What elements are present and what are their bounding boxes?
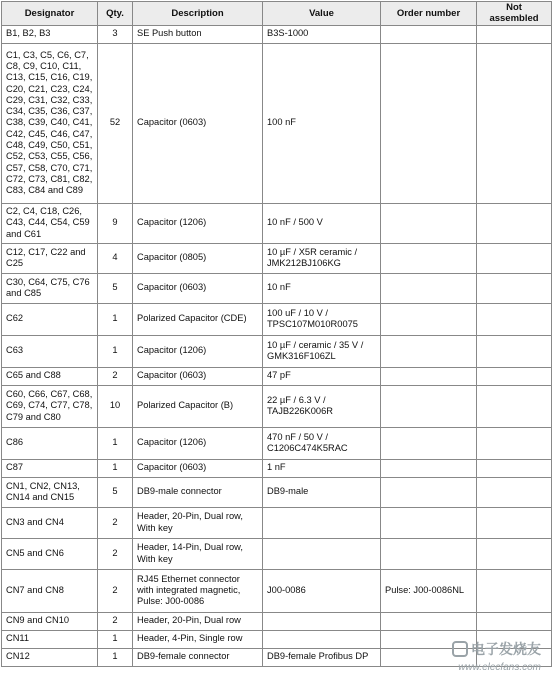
cell-order-number: [381, 385, 477, 427]
cell-not-assembled: [477, 477, 552, 507]
cell-description: Capacitor (0603): [133, 273, 263, 303]
table-header: [2, 2, 552, 26]
cell-designator: C1, C3, C5, C6, C7, C8, C9, C10, C11, C13, C15, C16, C19, C20, C21, C23, C24, C29, C31, C32, C33, C34, C35, C36, C37, C38, C39, C40, C41, C42, C45, C46, C47, C48, C49, C50, C51, C52, C53, C55, C56, C57, C58, C70, C71, C72, C73, C81, C82, C83, C84 and C89: [2, 43, 98, 203]
table-row: [2, 459, 552, 477]
cell-designator: C62: [2, 303, 98, 335]
table-row: [2, 335, 552, 367]
cell-not-assembled: [477, 507, 552, 538]
table-row: [2, 427, 552, 459]
cell-designator: CN3 and CN4: [2, 507, 98, 538]
cell-not-assembled: [477, 459, 552, 477]
cell-value: 100 uF / 10 V / TPSC107M010R0075: [263, 303, 381, 335]
cell-designator: CN12: [2, 648, 98, 666]
table-row: [2, 303, 552, 335]
cell-not-assembled: [477, 43, 552, 203]
watermark-url: www.elecfans.com: [458, 662, 541, 673]
cell-order-number: [381, 303, 477, 335]
cell-description: Capacitor (1206): [133, 203, 263, 243]
cell-designator: C30, C64, C75, C76 and C85: [2, 273, 98, 303]
cell-value: 10 µF / ceramic / 35 V / GMK316F106ZL: [263, 335, 381, 367]
cell-order-number: [381, 459, 477, 477]
cell-value: 47 pF: [263, 367, 381, 385]
cell-description: Header, 4-Pin, Single row: [133, 630, 263, 648]
cell-qty: 3: [98, 25, 133, 43]
cell-designator: C87: [2, 459, 98, 477]
cell-value: 10 µF / X5R ceramic / JMK212BJ106KG: [263, 243, 381, 273]
cell-qty: 1: [98, 427, 133, 459]
bill-of-materials-table: [1, 1, 552, 667]
cell-not-assembled: [477, 303, 552, 335]
cell-designator: C60, C66, C67, C68, C69, C74, C77, C78, C79 and C80: [2, 385, 98, 427]
cell-qty: 1: [98, 648, 133, 666]
cell-not-assembled: [477, 335, 552, 367]
cell-designator: C2, C4, C18, C26, C43, C44, C54, C59 and C61: [2, 203, 98, 243]
cell-order-number: [381, 335, 477, 367]
cell-description: Header, 20-Pin, Dual row: [133, 612, 263, 630]
cell-qty: 2: [98, 367, 133, 385]
cell-designator: CN11: [2, 630, 98, 648]
cell-description: Capacitor (0603): [133, 459, 263, 477]
cell-description: Capacitor (0603): [133, 43, 263, 203]
cell-description: Capacitor (0603): [133, 367, 263, 385]
cell-designator: C63: [2, 335, 98, 367]
cell-qty: 2: [98, 538, 133, 569]
cell-value: J00-0086: [263, 569, 381, 612]
cell-order-number: [381, 507, 477, 538]
cell-designator: B1, B2, B3: [2, 25, 98, 43]
cell-description: RJ45 Ethernet connector with integrated magnetic, Pulse: J00-0086: [133, 569, 263, 612]
cell-not-assembled: [477, 367, 552, 385]
header-row: [2, 2, 552, 26]
cell-not-assembled: [477, 273, 552, 303]
cell-qty: 52: [98, 43, 133, 203]
cell-value: 100 nF: [263, 43, 381, 203]
cell-designator: CN1, CN2, CN13, CN14 and CN15: [2, 477, 98, 507]
cell-description: Header, 14-Pin, Dual row, With key: [133, 538, 263, 569]
cell-order-number: [381, 477, 477, 507]
table-row: [2, 25, 552, 43]
cell-qty: 1: [98, 335, 133, 367]
header-value: Value: [263, 2, 381, 26]
header-not-assembled: Not assembled: [477, 2, 552, 26]
header-order-number: Order number: [381, 2, 477, 26]
cell-not-assembled: [477, 538, 552, 569]
cell-description: Capacitor (1206): [133, 427, 263, 459]
watermark-logo: [452, 639, 541, 659]
cell-order-number: [381, 203, 477, 243]
cell-order-number: [381, 273, 477, 303]
cell-qty: 2: [98, 569, 133, 612]
cell-value: 1 nF: [263, 459, 381, 477]
table-row: [2, 43, 552, 203]
cell-not-assembled: [477, 427, 552, 459]
cell-designator: CN5 and CN6: [2, 538, 98, 569]
header-qty: Qty.: [98, 2, 133, 26]
cell-order-number: [381, 538, 477, 569]
cell-designator: C86: [2, 427, 98, 459]
cell-not-assembled: [477, 25, 552, 43]
table-row: [2, 538, 552, 569]
cell-designator: CN7 and CN8: [2, 569, 98, 612]
cell-not-assembled: [477, 569, 552, 612]
cell-not-assembled: [477, 203, 552, 243]
cell-qty: 5: [98, 273, 133, 303]
cell-description: SE Push button: [133, 25, 263, 43]
cell-value: 22 µF / 6.3 V / TAJB226K006R: [263, 385, 381, 427]
cell-description: Capacitor (1206): [133, 335, 263, 367]
table-row: [2, 203, 552, 243]
cell-value: [263, 538, 381, 569]
cell-description: DB9-male connector: [133, 477, 263, 507]
cell-description: Polarized Capacitor (CDE): [133, 303, 263, 335]
table-row: [2, 507, 552, 538]
watermark-logo-text: 电子发烧友: [471, 641, 541, 657]
header-description: Description: [133, 2, 263, 26]
table-row: [2, 243, 552, 273]
cell-value: 10 nF / 500 V: [263, 203, 381, 243]
cell-qty: 1: [98, 303, 133, 335]
cell-value: [263, 507, 381, 538]
cell-value: DB9-male: [263, 477, 381, 507]
cell-order-number: [381, 427, 477, 459]
cell-qty: 2: [98, 507, 133, 538]
table-row: [2, 569, 552, 612]
elecfans-logo-icon: [452, 641, 468, 657]
cell-designator: C12, C17, C22 and C25: [2, 243, 98, 273]
cell-value: B3S-1000: [263, 25, 381, 43]
cell-qty: 2: [98, 612, 133, 630]
cell-not-assembled: [477, 612, 552, 630]
table-row: [2, 367, 552, 385]
cell-description: DB9-female connector: [133, 648, 263, 666]
cell-order-number: [381, 612, 477, 630]
cell-value: [263, 612, 381, 630]
cell-description: Polarized Capacitor (B): [133, 385, 263, 427]
cell-designator: CN9 and CN10: [2, 612, 98, 630]
cell-order-number: [381, 243, 477, 273]
cell-not-assembled: [477, 243, 552, 273]
cell-qty: 1: [98, 459, 133, 477]
cell-value: 10 nF: [263, 273, 381, 303]
cell-designator: C65 and C88: [2, 367, 98, 385]
header-designator: Designator: [2, 2, 98, 26]
cell-description: Header, 20-Pin, Dual row, With key: [133, 507, 263, 538]
cell-qty: 5: [98, 477, 133, 507]
cell-value: 470 nF / 50 V / C1206C474K5RAC: [263, 427, 381, 459]
table-body: [2, 25, 552, 666]
cell-order-number: [381, 25, 477, 43]
cell-order-number: [381, 43, 477, 203]
cell-value: DB9-female Profibus DP: [263, 648, 381, 666]
cell-order-number: [381, 367, 477, 385]
cell-description: Capacitor (0805): [133, 243, 263, 273]
cell-qty: 9: [98, 203, 133, 243]
watermark: [452, 639, 541, 673]
table-row: [2, 385, 552, 427]
cell-qty: 10: [98, 385, 133, 427]
cell-value: [263, 630, 381, 648]
cell-qty: 4: [98, 243, 133, 273]
table-row: [2, 477, 552, 507]
cell-not-assembled: [477, 385, 552, 427]
cell-qty: 1: [98, 630, 133, 648]
cell-order-number: Pulse: J00-0086NL: [381, 569, 477, 612]
table-row: [2, 273, 552, 303]
table-row: [2, 612, 552, 630]
